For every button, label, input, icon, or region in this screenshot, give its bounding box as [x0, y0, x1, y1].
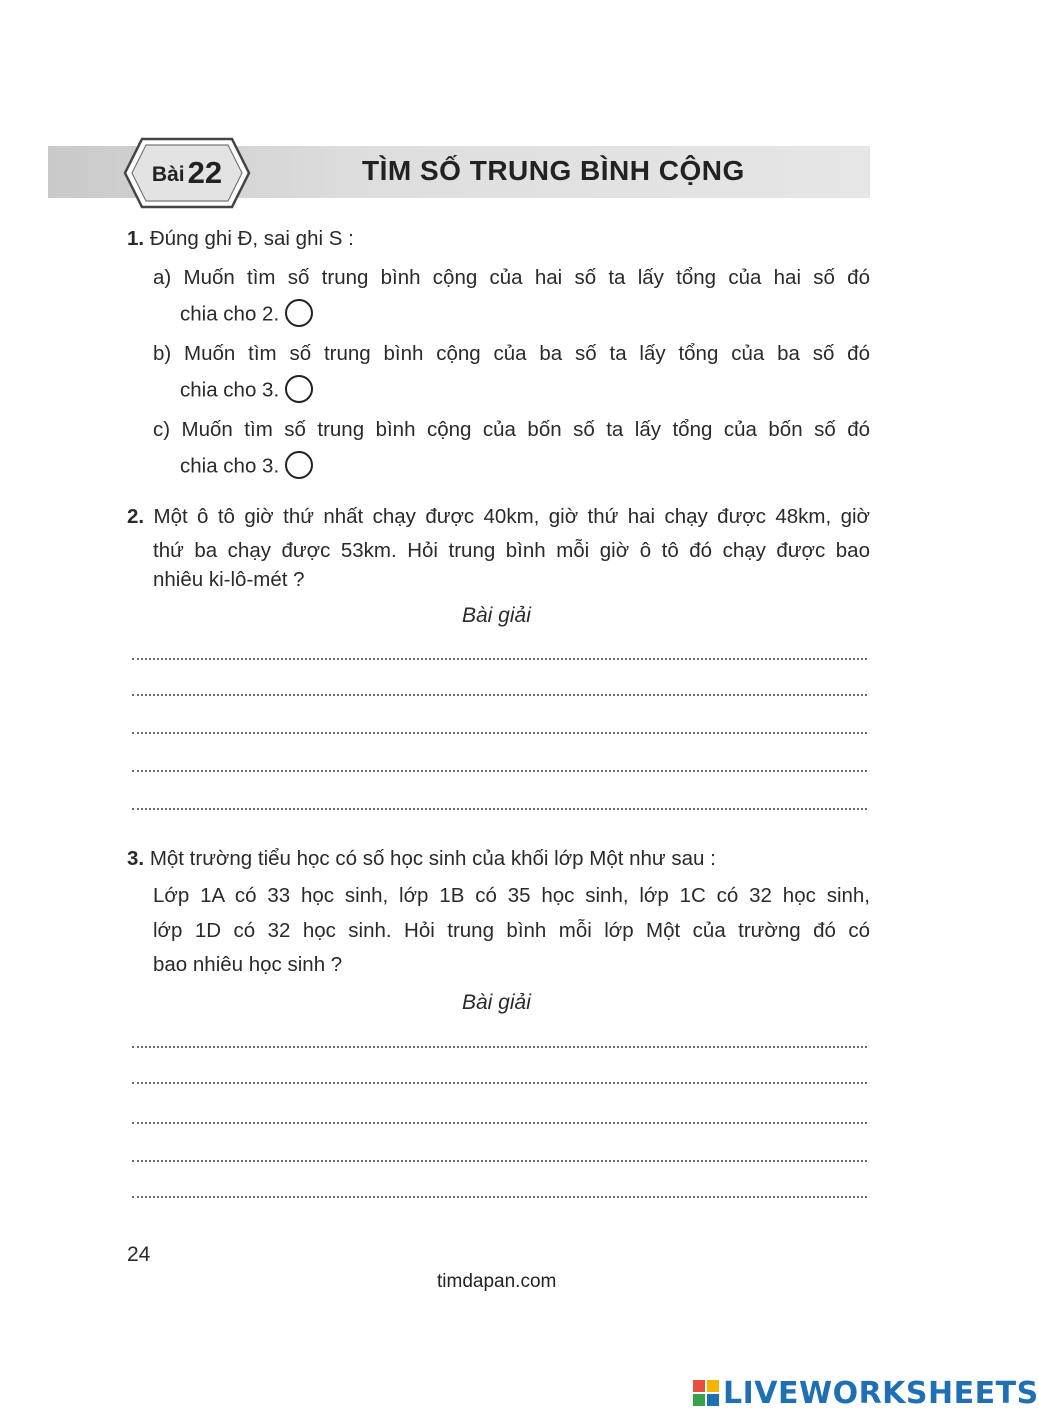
exercise-1c-text: chia cho 3. — [180, 454, 280, 478]
answer-line-3-1[interactable] — [132, 1046, 867, 1048]
logo-text: LIVEWORKSHEETS — [723, 1375, 1039, 1411]
answer-line-2-2[interactable] — [132, 694, 867, 696]
exercise-2-number: 2. — [127, 505, 145, 528]
exercise-1b-line1: b) Muốn tìm số trung bình cộng của ba số ta lấy tổng của ba số đó — [153, 342, 870, 365]
exercise-2-line3: nhiêu ki-lô-mét ? — [153, 568, 305, 591]
exercise-3-line1 — [127, 847, 716, 871]
answer-line-2-5[interactable] — [132, 808, 867, 810]
answer-line-2-3[interactable] — [132, 732, 867, 734]
badge-word: Bài — [151, 163, 185, 186]
answer-line-3-2[interactable] — [132, 1082, 867, 1084]
exercise-3-line3: lớp 1D có 32 học sinh. Hỏi trung bình mỗi lớp Một của trường đó có — [153, 919, 870, 942]
exercise-1-number: 1. — [127, 227, 145, 250]
exercise-1c-line2 — [180, 453, 313, 481]
exercise-1b-text: chia cho 3. — [180, 378, 280, 402]
lesson-badge — [122, 136, 252, 210]
exercise-1b-line2 — [180, 377, 313, 405]
source-site: timdapan.com — [437, 1271, 557, 1292]
exercise-3-line2: Lớp 1A có 33 học sinh, lớp 1B có 35 học sinh, lớp 1C có 32 học sinh, — [153, 884, 870, 907]
answer-circle-a[interactable] — [285, 299, 313, 327]
exercise-3-number: 3. — [127, 847, 145, 870]
exercise-3-solution-heading: Bài giải — [462, 991, 531, 1014]
answer-line-3-4[interactable] — [132, 1160, 867, 1162]
exercise-2-line2: thứ ba chạy được 53km. Hỏi trung bình mỗi giờ ô tô đó chạy được bao — [153, 539, 870, 562]
exercise-2-line1 — [127, 505, 870, 529]
badge-number: 22 — [187, 155, 223, 190]
logo-grid-icon — [693, 1380, 719, 1406]
exercise-1a-line2 — [180, 301, 313, 329]
liveworksheets-logo — [693, 1375, 1039, 1411]
answer-line-3-5[interactable] — [132, 1196, 867, 1198]
exercise-3-line1-text: Một trường tiểu học có số học sinh của khối lớp Một như sau : — [149, 847, 716, 870]
exercise-1a-text: chia cho 2. — [180, 302, 280, 326]
lesson-title: TÌM SỐ TRUNG BÌNH CỘNG — [362, 155, 745, 186]
exercise-1-text: Đúng ghi Đ, sai ghi S : — [149, 227, 354, 250]
page-number: 24 — [127, 1243, 151, 1266]
exercise-1-instruction — [127, 227, 354, 251]
answer-circle-c[interactable] — [285, 451, 313, 479]
exercise-1a-line1: a) Muốn tìm số trung bình cộng của hai số ta lấy tổng của hai số đó — [153, 266, 870, 289]
exercise-2-line1-text: Một ô tô giờ thứ nhất chạy được 40km, giờ thứ hai chạy được 48km, giờ — [153, 505, 870, 528]
answer-line-2-4[interactable] — [132, 770, 867, 772]
answer-circle-b[interactable] — [285, 375, 313, 403]
answer-line-3-3[interactable] — [132, 1122, 867, 1124]
exercise-3-line4: bao nhiêu học sinh ? — [153, 953, 343, 976]
exercise-2-solution-heading: Bài giải — [462, 604, 531, 627]
answer-line-2-1[interactable] — [132, 658, 867, 660]
exercise-1c-line1: c) Muốn tìm số trung bình cộng của bốn số ta lấy tổng của bốn số đó — [153, 418, 870, 441]
